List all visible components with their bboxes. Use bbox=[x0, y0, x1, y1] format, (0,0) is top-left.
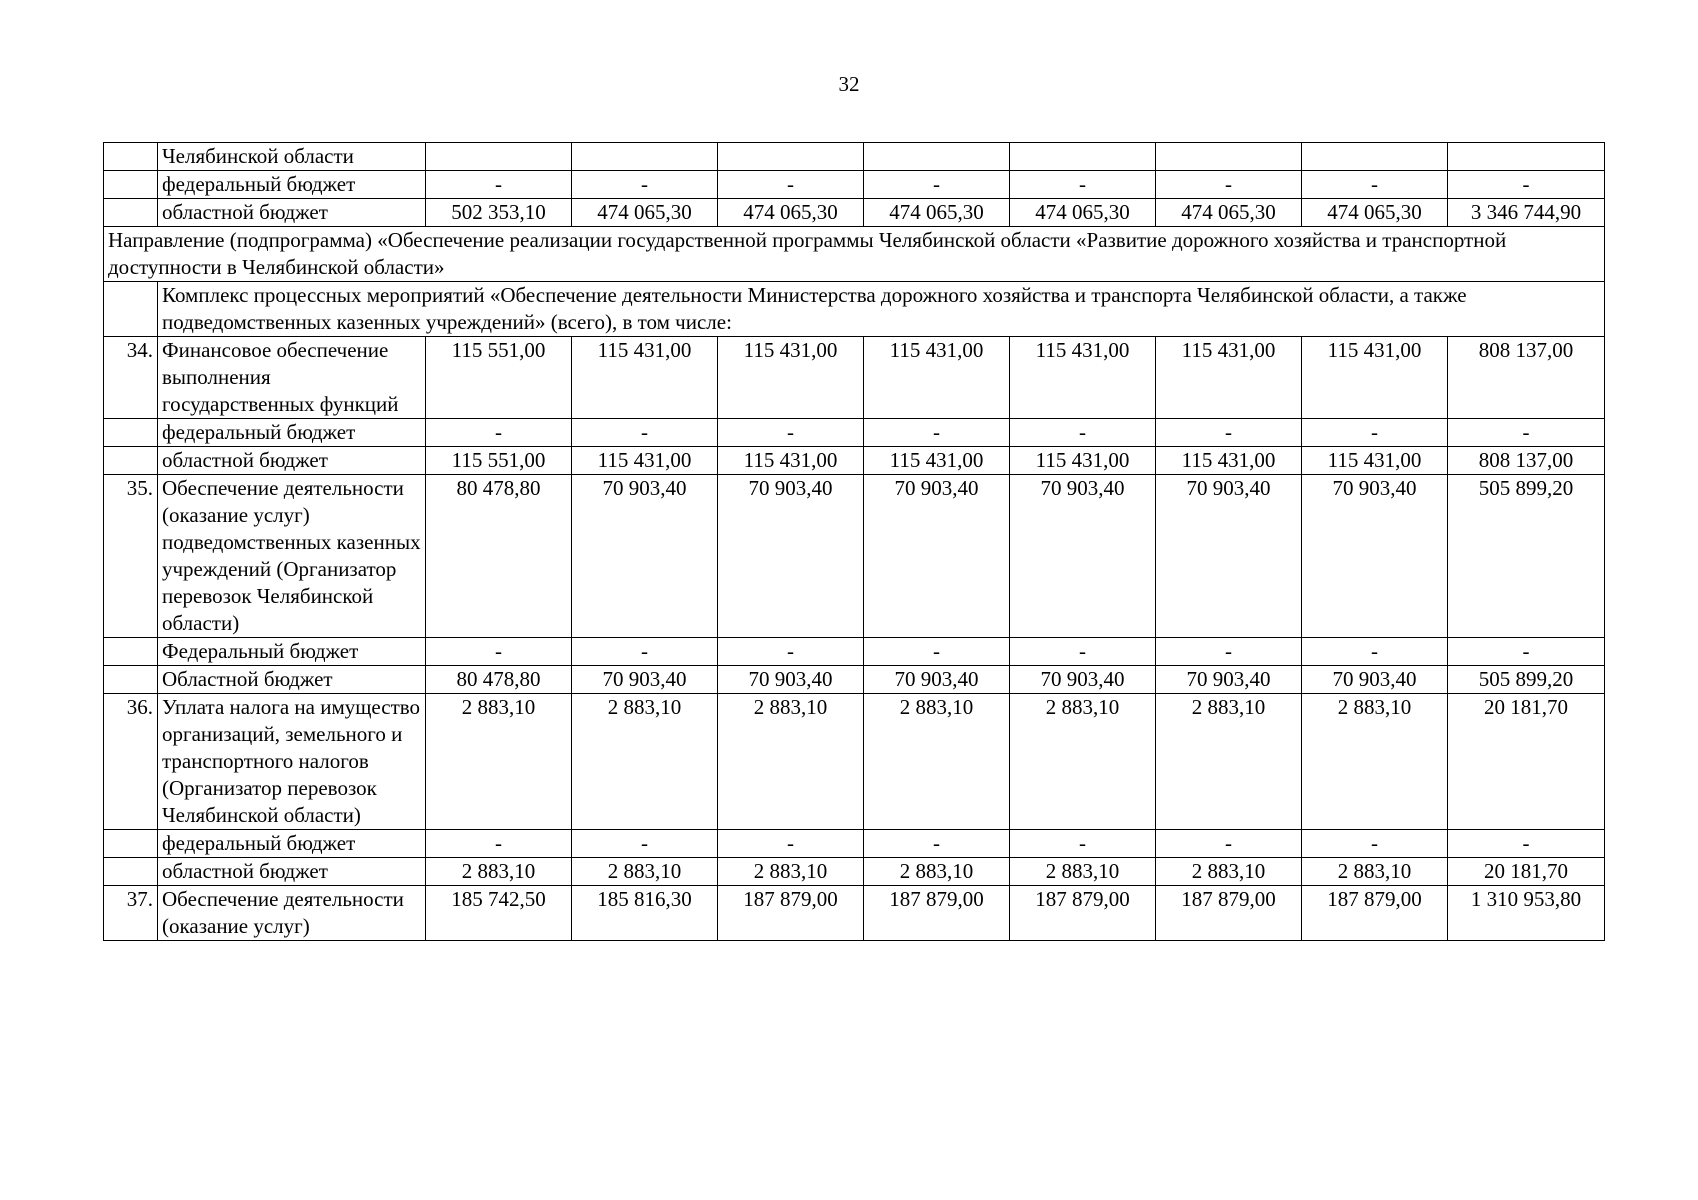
item-number: 36. bbox=[104, 694, 158, 830]
value-cell-6 bbox=[1156, 143, 1302, 171]
number-cell bbox=[104, 638, 158, 666]
row-label: федеральный бюджет bbox=[158, 830, 426, 858]
complex-heading: Комплекс процессных мероприятий «Обеспечение деятельности Министерства дорожного хозяйства и транспорта Челябинской области, а также подведомственных казенных учреждений» (всего), в том числе: bbox=[158, 282, 1605, 337]
value-cell-6: - bbox=[1156, 171, 1302, 199]
item-number: 37. bbox=[104, 886, 158, 941]
value-cell-8: 1 310 953,80 bbox=[1448, 886, 1605, 941]
value-cell-1: - bbox=[426, 419, 572, 447]
value-cell-6: 70 903,40 bbox=[1156, 475, 1302, 638]
value-cell-5: 70 903,40 bbox=[1010, 475, 1156, 638]
table-row bbox=[104, 143, 1605, 171]
number-cell bbox=[104, 858, 158, 886]
value-cell-8: 505 899,20 bbox=[1448, 475, 1605, 638]
value-cell-6: 115 431,00 bbox=[1156, 447, 1302, 475]
value-cell-6: - bbox=[1156, 830, 1302, 858]
budget-source-row bbox=[104, 830, 1605, 858]
value-cell-4: 70 903,40 bbox=[864, 475, 1010, 638]
value-cell-8: 3 346 744,90 bbox=[1448, 199, 1605, 227]
value-cell-5: - bbox=[1010, 830, 1156, 858]
value-cell-7: 70 903,40 bbox=[1302, 475, 1448, 638]
value-cell-3: 115 431,00 bbox=[718, 447, 864, 475]
direction-row bbox=[104, 227, 1605, 282]
value-cell-8: 808 137,00 bbox=[1448, 337, 1605, 419]
value-cell-5: 2 883,10 bbox=[1010, 694, 1156, 830]
budget-source-row bbox=[104, 638, 1605, 666]
value-cell-5: 187 879,00 bbox=[1010, 886, 1156, 941]
table-row bbox=[104, 199, 1605, 227]
value-cell-3: 474 065,30 bbox=[718, 199, 864, 227]
value-cell-5: 115 431,00 bbox=[1010, 447, 1156, 475]
value-cell-4: 115 431,00 bbox=[864, 447, 1010, 475]
value-cell-1 bbox=[426, 143, 572, 171]
direction-heading: Направление (подпрограмма) «Обеспечение реализации государственной программы Челябинской области «Развитие дорожного хозяйства и транспортной доступности в Челябинской области» bbox=[104, 227, 1605, 282]
table-row bbox=[104, 171, 1605, 199]
value-cell-8 bbox=[1448, 143, 1605, 171]
value-cell-2: 115 431,00 bbox=[572, 447, 718, 475]
budget-source-row bbox=[104, 666, 1605, 694]
value-cell-4: - bbox=[864, 830, 1010, 858]
value-cell-3: 187 879,00 bbox=[718, 886, 864, 941]
value-cell-6: - bbox=[1156, 638, 1302, 666]
row-label: областной бюджет bbox=[158, 199, 426, 227]
table-body bbox=[104, 143, 1605, 941]
value-cell-5: - bbox=[1010, 171, 1156, 199]
value-cell-2: - bbox=[572, 638, 718, 666]
value-cell-8: - bbox=[1448, 638, 1605, 666]
item-row bbox=[104, 475, 1605, 638]
budget-source-row bbox=[104, 419, 1605, 447]
value-cell-5: 115 431,00 bbox=[1010, 337, 1156, 419]
value-cell-5: 474 065,30 bbox=[1010, 199, 1156, 227]
value-cell-7: - bbox=[1302, 638, 1448, 666]
value-cell-1: - bbox=[426, 171, 572, 199]
value-cell-5: 70 903,40 bbox=[1010, 666, 1156, 694]
value-cell-7 bbox=[1302, 143, 1448, 171]
value-cell-4 bbox=[864, 143, 1010, 171]
value-cell-1: 80 478,80 bbox=[426, 666, 572, 694]
value-cell-5: - bbox=[1010, 638, 1156, 666]
number-cell bbox=[104, 143, 158, 171]
value-cell-2: - bbox=[572, 171, 718, 199]
value-cell-8: - bbox=[1448, 419, 1605, 447]
value-cell-4: - bbox=[864, 419, 1010, 447]
item-row bbox=[104, 886, 1605, 941]
item-number: 34. bbox=[104, 337, 158, 419]
value-cell-2: 185 816,30 bbox=[572, 886, 718, 941]
value-cell-8: - bbox=[1448, 830, 1605, 858]
number-cell bbox=[104, 171, 158, 199]
value-cell-2: 70 903,40 bbox=[572, 666, 718, 694]
value-cell-4: - bbox=[864, 638, 1010, 666]
value-cell-2 bbox=[572, 143, 718, 171]
value-cell-3: - bbox=[718, 171, 864, 199]
value-cell-1: 80 478,80 bbox=[426, 475, 572, 638]
value-cell-2: 70 903,40 bbox=[572, 475, 718, 638]
value-cell-6: 115 431,00 bbox=[1156, 337, 1302, 419]
value-cell-1: 2 883,10 bbox=[426, 694, 572, 830]
value-cell-5: 2 883,10 bbox=[1010, 858, 1156, 886]
value-cell-1: 115 551,00 bbox=[426, 447, 572, 475]
item-name: Обеспечение деятельности (оказание услуг) подведомственных казенных учреждений (Организатор перевозок Челябинской области) bbox=[158, 475, 426, 638]
value-cell-7: - bbox=[1302, 830, 1448, 858]
row-label: федеральный бюджет bbox=[158, 419, 426, 447]
value-cell-8: 20 181,70 bbox=[1448, 694, 1605, 830]
value-cell-1: 185 742,50 bbox=[426, 886, 572, 941]
value-cell-1: - bbox=[426, 830, 572, 858]
item-row bbox=[104, 694, 1605, 830]
value-cell-3: - bbox=[718, 638, 864, 666]
value-cell-8: 20 181,70 bbox=[1448, 858, 1605, 886]
value-cell-7: 2 883,10 bbox=[1302, 694, 1448, 830]
value-cell-3: 2 883,10 bbox=[718, 858, 864, 886]
row-label: областной бюджет bbox=[158, 858, 426, 886]
value-cell-7: 115 431,00 bbox=[1302, 337, 1448, 419]
value-cell-7: - bbox=[1302, 419, 1448, 447]
value-cell-2: 115 431,00 bbox=[572, 337, 718, 419]
item-name: Уплата налога на имущество организаций, земельного и транспортного налогов (Организатор перевозок Челябинской области) bbox=[158, 694, 426, 830]
value-cell-6: 2 883,10 bbox=[1156, 858, 1302, 886]
number-cell bbox=[104, 199, 158, 227]
value-cell-2: 474 065,30 bbox=[572, 199, 718, 227]
budget-source-row bbox=[104, 858, 1605, 886]
item-name: Финансовое обеспечение выполнения государственных функций bbox=[158, 337, 426, 419]
value-cell-1: 502 353,10 bbox=[426, 199, 572, 227]
value-cell-6: - bbox=[1156, 419, 1302, 447]
value-cell-7: 187 879,00 bbox=[1302, 886, 1448, 941]
value-cell-7: 115 431,00 bbox=[1302, 447, 1448, 475]
value-cell-5 bbox=[1010, 143, 1156, 171]
value-cell-7: 2 883,10 bbox=[1302, 858, 1448, 886]
budget-source-row bbox=[104, 447, 1605, 475]
value-cell-6: 70 903,40 bbox=[1156, 666, 1302, 694]
value-cell-3: 2 883,10 bbox=[718, 694, 864, 830]
row-label: областной бюджет bbox=[158, 447, 426, 475]
value-cell-6: 187 879,00 bbox=[1156, 886, 1302, 941]
value-cell-1: 2 883,10 bbox=[426, 858, 572, 886]
value-cell-2: 2 883,10 bbox=[572, 858, 718, 886]
value-cell-4: 2 883,10 bbox=[864, 858, 1010, 886]
number-cell bbox=[104, 666, 158, 694]
value-cell-4: - bbox=[864, 171, 1010, 199]
value-cell-4: 70 903,40 bbox=[864, 666, 1010, 694]
item-row bbox=[104, 337, 1605, 419]
value-cell-3: - bbox=[718, 419, 864, 447]
value-cell-8: 505 899,20 bbox=[1448, 666, 1605, 694]
value-cell-7: - bbox=[1302, 171, 1448, 199]
value-cell-3: 70 903,40 bbox=[718, 475, 864, 638]
value-cell-5: - bbox=[1010, 419, 1156, 447]
value-cell-3 bbox=[718, 143, 864, 171]
item-name: Обеспечение деятельности (оказание услуг) bbox=[158, 886, 426, 941]
value-cell-6: 2 883,10 bbox=[1156, 694, 1302, 830]
value-cell-7: 70 903,40 bbox=[1302, 666, 1448, 694]
number-cell bbox=[104, 282, 158, 337]
value-cell-8: - bbox=[1448, 171, 1605, 199]
value-cell-3: 115 431,00 bbox=[718, 337, 864, 419]
value-cell-4: 187 879,00 bbox=[864, 886, 1010, 941]
value-cell-6: 474 065,30 bbox=[1156, 199, 1302, 227]
row-label: федеральный бюджет bbox=[158, 171, 426, 199]
complex-row bbox=[104, 282, 1605, 337]
value-cell-1: 115 551,00 bbox=[426, 337, 572, 419]
item-number: 35. bbox=[104, 475, 158, 638]
value-cell-3: - bbox=[718, 830, 864, 858]
value-cell-2: - bbox=[572, 419, 718, 447]
value-cell-4: 474 065,30 bbox=[864, 199, 1010, 227]
budget-table bbox=[103, 142, 1605, 941]
value-cell-1: - bbox=[426, 638, 572, 666]
row-label: Федеральный бюджет bbox=[158, 638, 426, 666]
page-number: 32 bbox=[838, 72, 860, 96]
value-cell-2: 2 883,10 bbox=[572, 694, 718, 830]
value-cell-2: - bbox=[572, 830, 718, 858]
number-cell bbox=[104, 830, 158, 858]
value-cell-8: 808 137,00 bbox=[1448, 447, 1605, 475]
value-cell-3: 70 903,40 bbox=[718, 666, 864, 694]
number-cell bbox=[104, 419, 158, 447]
value-cell-4: 2 883,10 bbox=[864, 694, 1010, 830]
row-label: Областной бюджет bbox=[158, 666, 426, 694]
number-cell bbox=[104, 447, 158, 475]
value-cell-4: 115 431,00 bbox=[864, 337, 1010, 419]
value-cell-7: 474 065,30 bbox=[1302, 199, 1448, 227]
row-label: Челябинской области bbox=[158, 143, 426, 171]
